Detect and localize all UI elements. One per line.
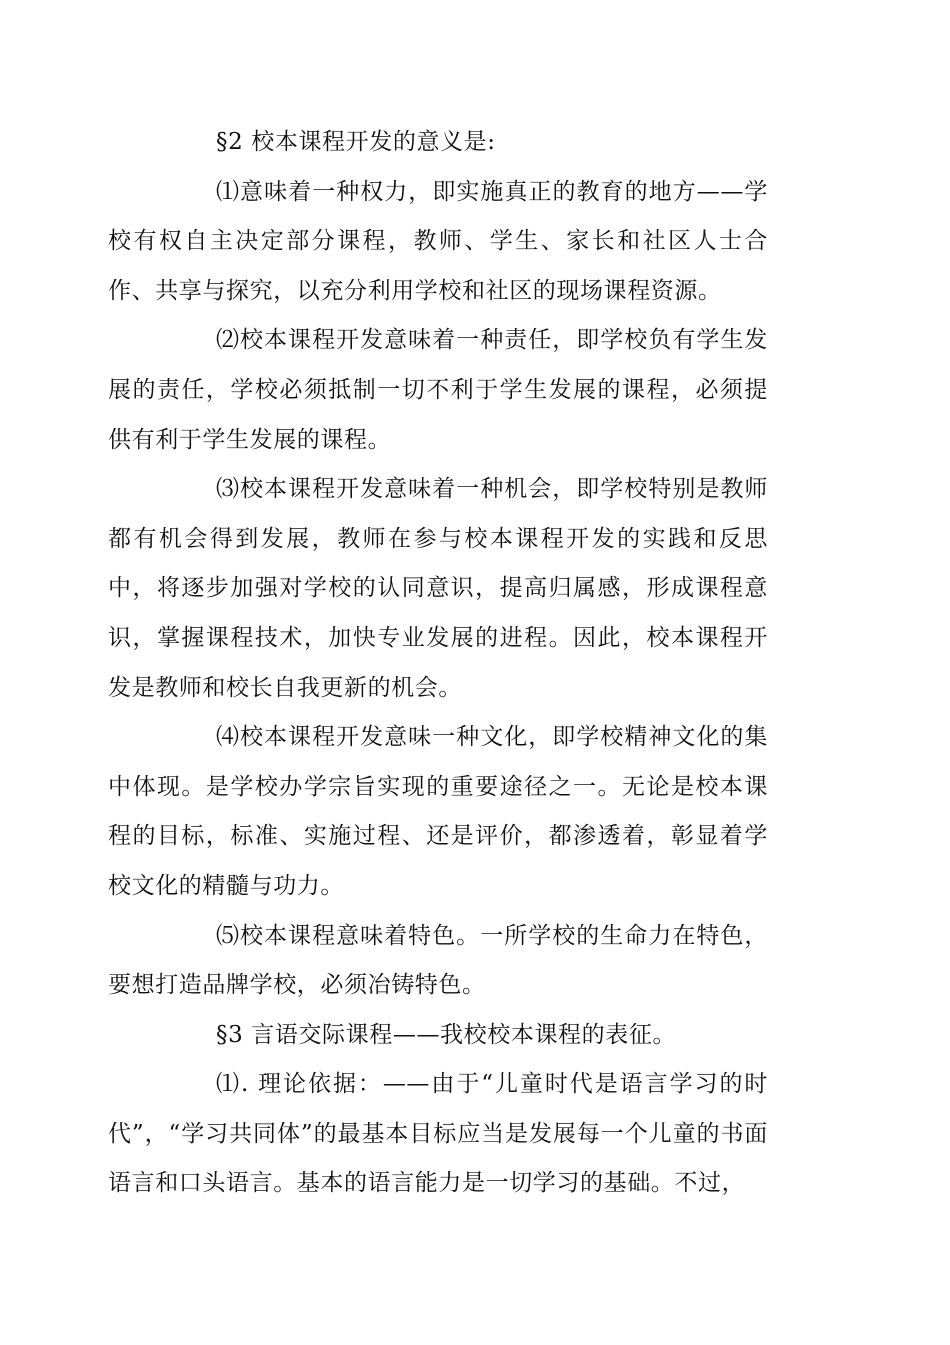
paragraph-3: ⑶校本课程开发意味着一种机会，即学校特别是教师都有机会得到发展，教师在参与校本课程开发的实践和反思中，将逐步加强对学校的认同意识，提高归属感，形成课程意识，掌握课程技术，加快专业发展的进程。因此，校本课程开发是教师和校长自我更新的机会。 <box>108 476 768 701</box>
paragraph-theory: ⑴. 理论依据：——由于“儿童时代是语言学习的时代”，“学习共同体”的最基本目标应当是发展每一个儿童的书面语言和口头语言。基本的语言能力是一切学习的基础。不过， <box>108 1071 768 1197</box>
paragraph-1: ⑴意味着一种权力，即实施真正的教育的地方——学校有权自主决定部分课程，教师、学生、家长和社区人士合作、共享与探究，以充分利用学校和社区的现场课程资源。 <box>108 178 768 304</box>
paragraph-5: ⑸校本课程意味着特色。一所学校的生命力在特色，要想打造品牌学校，必须冶铸特色。 <box>108 922 768 999</box>
section-heading-2: §2 校本课程开发的意义是: <box>216 129 496 155</box>
paragraph-4: ⑷校本课程开发意味一种文化，即学校精神文化的集中体现。是学校办学宗旨实现的重要途径之一。无论是校本课程的目标，标准、实施过程、还是评价，都渗透着，彰显着学校文化的精髓与功力。 <box>108 724 768 899</box>
document-body <box>108 118 768 1209</box>
paragraph-2: ⑵校本课程开发意味着一种责任，即学校负有学生发展的责任，学校必须抵制一切不利于学生发展的课程，必须提供有利于学生发展的课程。 <box>108 327 768 453</box>
section-heading-3: §3 言语交际课程——我校校本课程的表征。 <box>216 1021 677 1048</box>
